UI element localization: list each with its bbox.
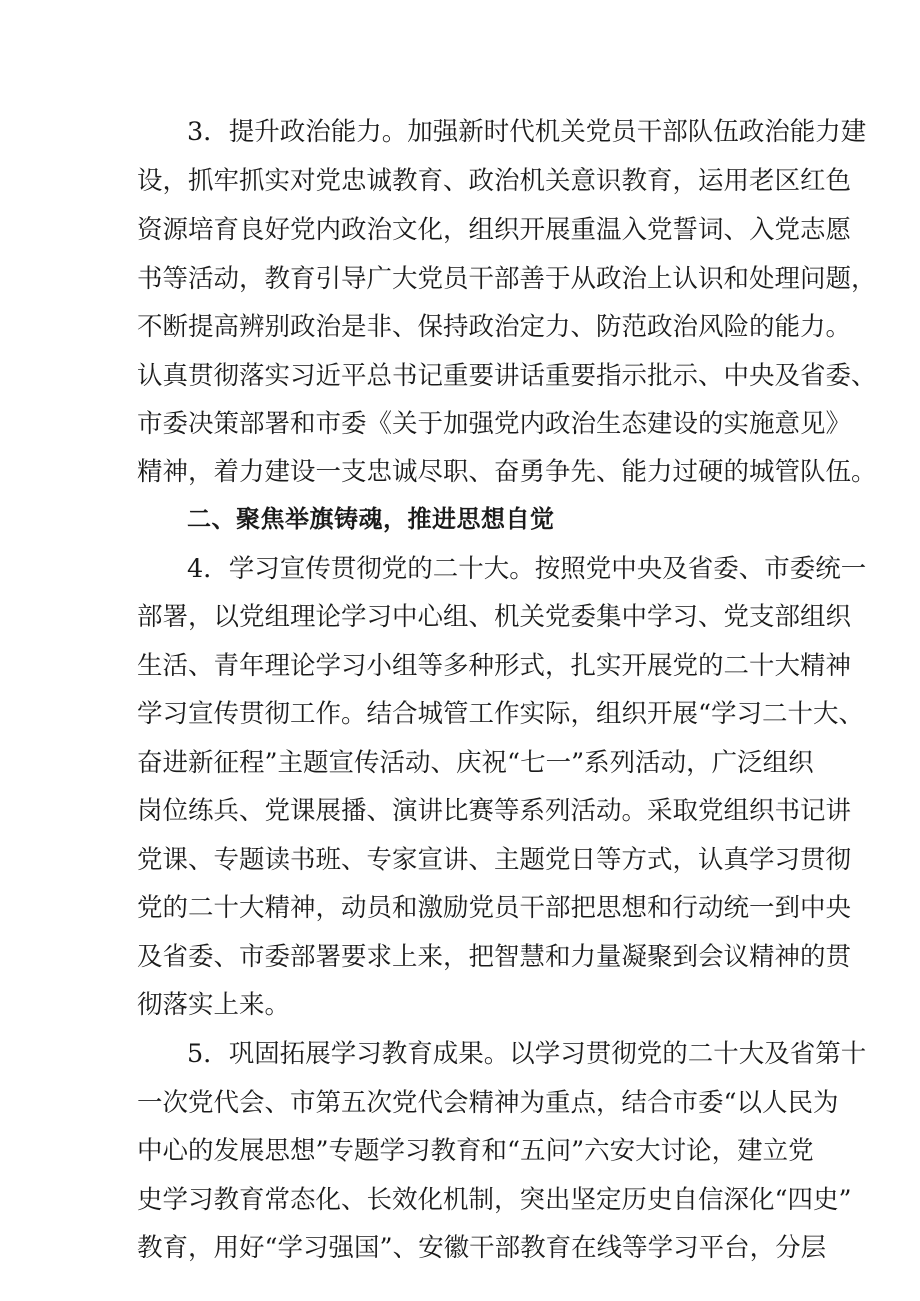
paragraph-line: 书等活动，教育引导广大党员干部善于从政治上认识和处理问题， <box>137 264 877 294</box>
section-heading: 二、聚焦举旗铸魂，推进思想自觉 <box>187 505 555 533</box>
paragraph-line: 3．提升政治能力。加强新时代机关党员干部队伍政治能力建 <box>187 117 867 147</box>
paragraph-line: 4．学习宣传贯彻党的二十大。按照党中央及省委、市委统一 <box>187 554 867 584</box>
paragraph-line: 资源培育良好党内政治文化，组织开展重温入党誓词、入党志愿 <box>137 215 852 245</box>
paragraph-line: 精神，着力建设一支忠诚尽职、奋勇争先、能力过硬的城管队伍。 <box>137 457 877 487</box>
paragraph-line: 党的二十大精神，动员和激励党员干部把思想和行动统一到中央 <box>137 893 852 923</box>
paragraph-line: 奋进新征程”主题宣传活动、庆祝“七一”系列活动，广泛组织 <box>137 748 814 778</box>
paragraph-line: 设，抓牢抓实对党忠诚教育、政治机关意识教育，运用老区红色 <box>137 166 852 196</box>
paragraph-line: 党课、专题读书班、专家宣讲、主题党日等方式，认真学习贯彻 <box>137 845 852 875</box>
paragraph-line: 史学习教育常态化、长效化机制，突出坚定历史自信深化“四史” <box>137 1185 852 1215</box>
paragraph-line: 认真贯彻落实习近平总书记重要讲话重要指示批示、中央及省委、 <box>137 361 877 391</box>
paragraph-line: 教育，用好“学习强国”、安徽干部教育在线等学习平台，分层 <box>137 1233 827 1263</box>
paragraph-line: 彻落实上来。 <box>137 990 291 1020</box>
paragraph-line: 5．巩固拓展学习教育成果。以学习贯彻党的二十大及省第十 <box>187 1039 867 1069</box>
paragraph-line: 岗位练兵、党课展播、演讲比赛等系列活动。采取党组织书记讲 <box>137 796 852 826</box>
paragraph-line: 市委决策部署和市委《关于加强党内政治生态建设的实施意见》 <box>137 409 852 439</box>
paragraph-line: 中心的发展思想”专题学习教育和“五问”六安大讨论，建立党 <box>137 1136 814 1166</box>
paragraph-line: 一次党代会、市第五次党代会精神为重点，结合市委“以人民为 <box>137 1088 839 1118</box>
paragraph-line: 学习宣传贯彻工作。结合城管工作实际，组织开展“学习二十大、 <box>137 699 865 729</box>
paragraph-line: 部署，以党组理论学习中心组、机关党委集中学习、党支部组织 <box>137 602 852 632</box>
paragraph-line: 及省委、市委部署要求上来，把智慧和力量凝聚到会议精神的贯 <box>137 942 852 972</box>
paragraph-line: 生活、青年理论学习小组等多种形式，扎实开展党的二十大精神 <box>137 651 852 681</box>
paragraph-line: 不断提高辨别政治是非、保持政治定力、防范政治风险的能力。 <box>137 312 852 342</box>
